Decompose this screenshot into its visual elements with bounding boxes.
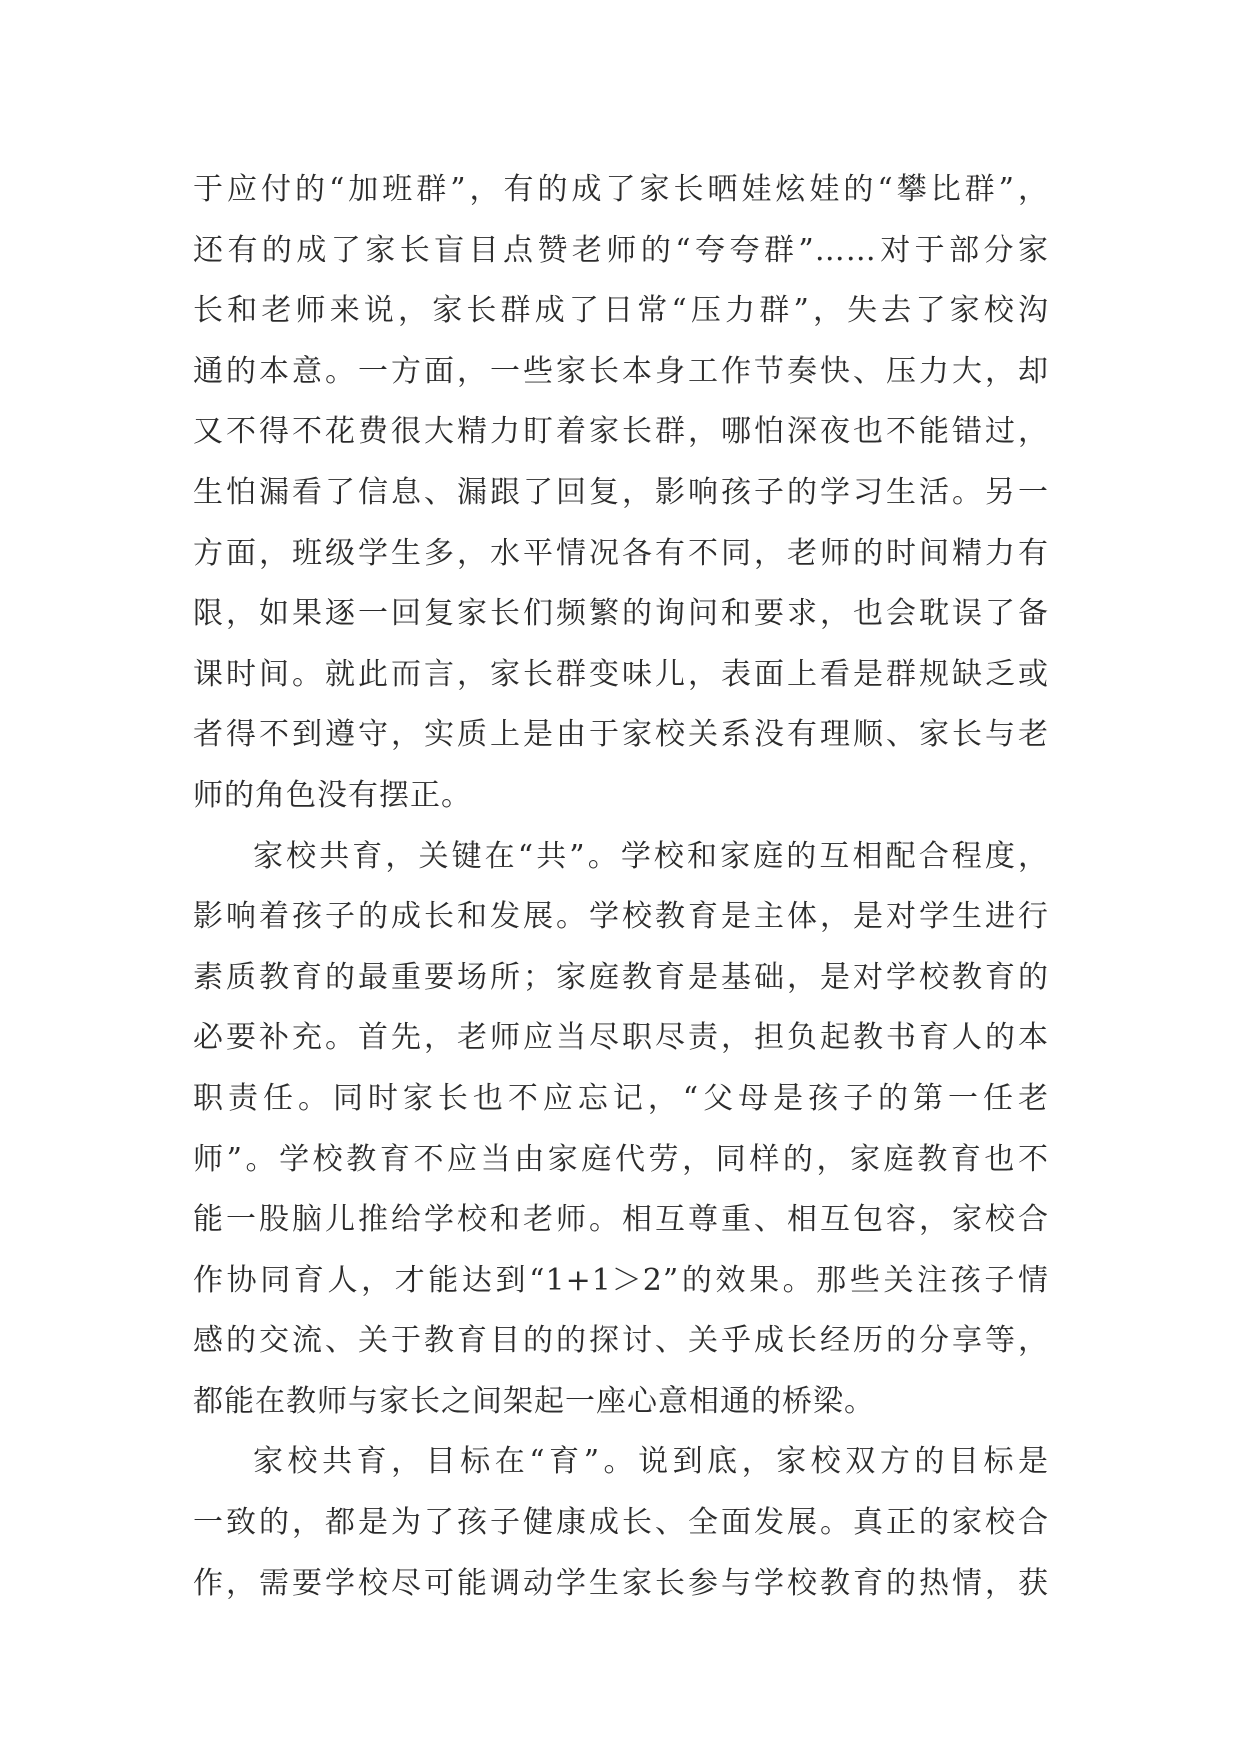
text-line: 长和老师来说，家长群成了日常“压力群”，失去了家校沟 [193,293,1049,329]
text-line: 素质教育的最重要场所；家庭教育是基础，是对学校教育的 [193,959,1049,995]
text-line: 一致的，都是为了孩子健康成长、全面发展。真正的家校合 [193,1505,1049,1541]
text-line: 必要补充。首先，老师应当尽职尽责，担负起教书育人的本 [193,1020,1049,1056]
text-line: 师的角色没有摆正。 [193,777,472,813]
text-line: 课时间。就此而言，家长群变味儿，表面上看是群规缺乏或 [193,656,1049,692]
text-line: 还有的成了家长盲目点赞老师的“夸夸群”……对于部分家 [193,232,1049,268]
text-line: 作协同育人，才能达到“1+1＞2”的效果。那些关注孩子情 [193,1262,1049,1298]
text-line: 作，需要学校尽可能调动学生家长参与学校教育的热情，获 [193,1565,1049,1601]
text-line: 限，如果逐一回复家长们频繁的询问和要求，也会耽误了备 [193,596,1049,632]
text-line: 于应付的“加班群”，有的成了家长晒娃炫娃的“攀比群”， [193,172,1049,207]
text-line: 通的本意。一方面，一些家长本身工作节奏快、压力大，却 [193,353,1049,389]
text-line: 能一股脑儿推给学校和老师。相互尊重、相互包容，家校合 [193,1202,1049,1238]
text-line: 方面，班级学生多，水平情况各有不同，老师的时间精力有 [193,535,1049,571]
body-text [193,160,1049,1614]
text-line: 者得不到遵守，实质上是由于家校关系没有理顺、家长与老 [193,717,1049,753]
text-line: 影响着孩子的成长和发展。学校教育是主体，是对学生进行 [193,899,1049,935]
text-line: 感的交流、关于教育目的的探讨、关乎成长经历的分享等， [193,1323,1049,1359]
text-line: 家校共育，目标在“育”。说到底，家校双方的目标是 [253,1444,1049,1480]
text-line: 生怕漏看了信息、漏跟了回复，影响孩子的学习生活。另一 [193,474,1049,510]
text-line: 又不得不花费很大精力盯着家长群，哪怕深夜也不能错过， [193,414,1049,450]
text-line: 师”。学校教育不应当由家庭代劳，同样的，家庭教育也不 [193,1141,1049,1177]
text-line: 职责任。同时家长也不应忘记，“父母是孩子的第一任老 [193,1080,1049,1116]
text-line: 都能在教师与家长之间架起一座心意相通的桥梁。 [193,1383,875,1419]
text-line: 家校共育，关键在“共”。学校和家庭的互相配合程度， [253,838,1049,874]
